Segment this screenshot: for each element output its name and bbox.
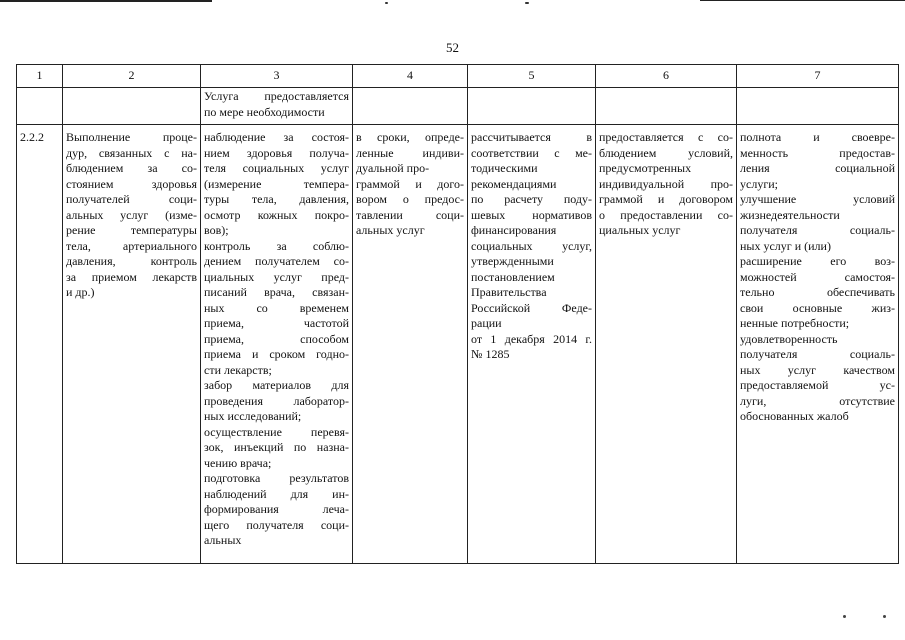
cell-text-line: получателей соци- [66,192,197,206]
cell-text-line: приема, частотой [204,316,349,330]
cell-text-line: граммой и договором [599,192,733,206]
table-cell [17,88,63,125]
header-cell: 1 [17,65,63,88]
cell-text-line: контроль за соблю- [204,238,349,253]
cell-text-line: тела, артериального [66,238,197,253]
table-cell [353,88,468,125]
cell-text-line: рации [471,316,502,330]
cell-text-line: блюдением условий, [599,145,733,160]
table-cell-frequency-note [201,88,353,125]
cell-text-line: альных услуг (изме- [66,207,197,222]
cell-text-line: Правительства [471,285,547,299]
cell-text-line: предусмотренных [599,161,692,175]
cell-text-line: жизнедеятельности [740,207,840,222]
cell-text-line: чению врача; [204,455,272,470]
cell-text-line: дением получателем со- [204,254,349,268]
cell-text-line: от 1 декабря 2014 г. [471,331,592,346]
table-cell [63,88,201,125]
cell-text-line: зок, инъекций по назна- [204,440,349,454]
service-number: 2.2.2 [20,130,44,144]
cell-text-line: индивидуальной про- [599,176,733,191]
cell-text-line: постановлением [471,269,555,284]
cell-text-line: теля социальных услуг [204,161,349,175]
cell-text-line: обоснованных жалоб [740,409,849,423]
cell-text-line: рение температуры [66,223,197,237]
scan-artifact-line [0,0,212,2]
service-quality-cell [737,125,899,564]
table-header-row [17,65,899,88]
cell-text-line: расширение его воз- [740,254,895,268]
cell-text-line: № 1285 [471,347,510,361]
table-cell [596,88,737,125]
cell-text-line: наблюдение за состоя- [204,130,349,144]
cell-text-line: шевых нормативов [471,207,592,222]
cell-text-line: и др.) [66,285,95,299]
cell-text-line: предоставляется с со- [599,130,733,144]
header-cell: 6 [596,65,737,88]
cell-text-line: тодическими [471,161,538,175]
cell-text-line: ления социальной [740,161,895,175]
cell-text-line: финансирования [471,223,557,237]
cell-text-line: приема, способом [204,331,349,346]
cell-text-line: можностей самостоя- [740,269,895,284]
header-cell: 7 [737,65,899,88]
table-row-note [17,88,899,125]
cell-text-line: рекомендациями [471,176,557,191]
cell-text-line: формирования леча- [204,502,349,516]
cell-text-line: социальных услуг, [471,238,592,253]
cell-text-line: тавлении соци- [356,207,464,222]
table-row-main [17,125,899,564]
cell-text-line: соответствии с ме- [471,145,592,160]
scan-artifact-line [700,0,905,1]
cell-text-line: подготовка результатов [204,471,349,485]
service-name-cell [63,125,201,564]
cell-text-line: улучшение условий [740,192,895,206]
cell-text-line: удовлетворенность [740,331,838,346]
scan-artifact-marks [829,612,889,618]
scan-artifact-dot [883,615,886,618]
cell-text-line: блюдением за со- [66,161,197,175]
cell-text-line: давления, контроль [66,254,197,268]
cell-text-line: забор материалов для [204,378,349,392]
table-cell [468,88,596,125]
cell-text-line: тельно обеспечивать [740,285,895,299]
cell-text-line: вов); [204,223,229,237]
cell-text-line: Российской Феде- [471,300,592,315]
cell-text-line: приема и сроком годно- [204,347,349,361]
cell-text-line: циальных услуг пред- [204,269,349,284]
header-cell: 2 [63,65,201,88]
cell-text-line: по расчету поду- [471,192,592,206]
cell-text-line: ленные индиви- [356,145,464,160]
cell-text-line: (измерение темпера- [204,176,349,191]
cell-text-line: ных со временем [204,300,349,315]
cell-text-line: рассчитывается в [471,130,592,144]
cell-text-line: ненные потребности; [740,316,850,330]
cell-text-line: туры тела, давления, [204,192,349,206]
cell-text-line: получателя социаль- [740,347,895,361]
header-cell: 3 [201,65,353,88]
scan-artifact-dot [385,2,388,4]
cell-text-line: предоставляемой ус- [740,378,895,392]
cell-text-line: осуществление перевя- [204,424,349,439]
services-table [16,64,899,564]
cell-text-line: циальных услуг [599,223,681,237]
cell-text-line: по мере необходимости [204,104,325,119]
cell-text-line: писаний врача, связан- [204,285,349,299]
cell-text-line: ных услуг качеством [740,362,895,377]
cell-text-line: дур, связанных с на- [66,145,197,160]
cell-text-line: щего получателя соци- [204,517,349,532]
cell-text-line: Выполнение проце- [66,130,197,144]
cell-text-line: альных [204,533,242,547]
cell-text-line: утвержденными [471,254,554,268]
scan-artifact-dot [843,615,846,618]
page-number: 52 [446,40,459,55]
cell-text-line: луги, отсутствие [740,393,895,408]
cell-text-line: проведения лаборатор- [204,393,349,408]
service-norms-cell [468,125,596,564]
cell-text-line: ных исследований; [204,409,302,423]
service-number-cell [17,125,63,564]
cell-text-line: стоянием здоровья [66,176,197,191]
cell-text-line: получателя социаль- [740,223,895,237]
cell-text-line: наблюдений для ин- [204,486,349,501]
header-cell: 4 [353,65,468,88]
cell-text-line: сти лекарств; [204,362,272,377]
cell-text-line: вором о предос- [356,192,464,206]
cell-text-line: свои основные жиз- [740,300,895,315]
cell-text-line: ных услуг и (или) [740,238,831,253]
cell-text-line: о предоставлении со- [599,207,733,222]
table-cell [737,88,899,125]
header-cell: 5 [468,65,596,88]
cell-text-line: дуальной про- [356,161,430,175]
cell-text-line: в сроки, опреде- [356,130,464,144]
cell-text-line: нием здоровья получа- [204,145,349,160]
cell-text-line: услуги; [740,176,778,191]
service-terms-cell [353,125,468,564]
cell-text-line: альных услуг [356,223,425,237]
cell-text-line: Услуга предоставляется [204,89,349,103]
cell-text-line: граммой и дого- [356,176,464,191]
cell-text-line: осмотр кожных покро- [204,207,349,222]
scan-artifact-dot [525,2,529,4]
cell-text-line: менность предостав- [740,145,895,160]
service-conditions-cell [596,125,737,564]
cell-text-line: за приемом лекарств [66,269,197,284]
cell-text-line: полнота и своевре- [740,130,895,144]
service-content-cell [201,125,353,564]
